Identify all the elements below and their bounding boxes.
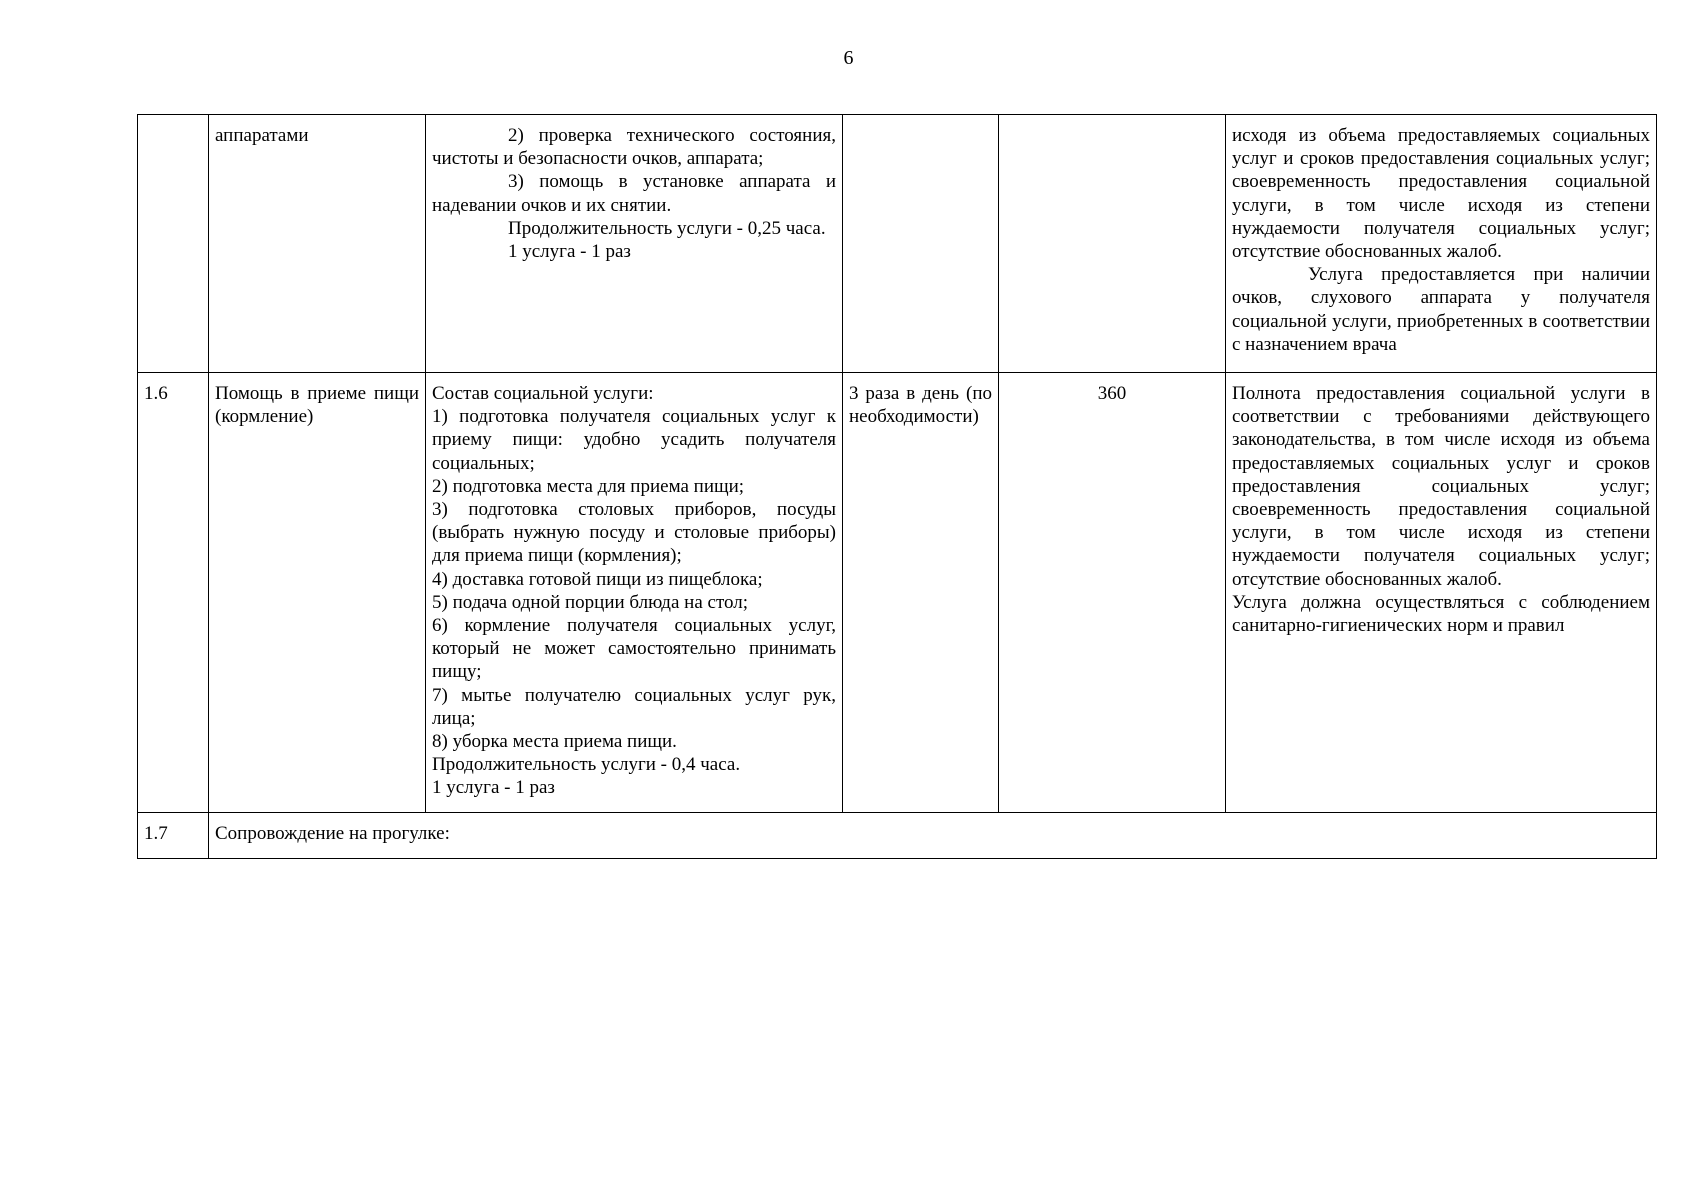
quality-paragraph: Услуга предоставляется при наличии очков, слухового аппарата у получателя социальной услуги, приобретенных в соответствии с назначением врача <box>1232 264 1650 355</box>
quality-paragraph: Полнота предоставления социальной услуги в соответствии с требованиями действующего законодательства, в том числе исходя из объема предоставляемых социальных услуг и сроков предоставления социальных услуг; своевременность предоставления социальной услуги, в том числе исходя из степени нуждаемости получателя социальных услуг; отсутствие обоснованных жалоб. <box>1232 383 1650 590</box>
cell-price <box>999 115 1226 373</box>
description-line: 2) проверка технического состояния, чистоты и безопасности очков, аппарата; <box>432 125 836 170</box>
cell-service-description <box>426 373 843 813</box>
description-line: 4) доставка готовой пищи из пищеблока; <box>432 568 763 590</box>
cell-service-name: Сопровождение на прогулке: <box>209 813 1657 859</box>
cell-frequency: 3 раза в день (по необходимости) <box>843 373 999 813</box>
cell-service-name: Помощь в приеме пищи (кормление) <box>209 373 426 813</box>
cell-service-description <box>426 115 843 373</box>
table-row <box>138 373 1657 813</box>
description-line: 1 услуга - 1 раз <box>508 241 631 263</box>
quality-paragraph: исходя из объема предоставляемых социальных услуг и сроков предоставления социальных услуг; своевременность предоставления социальной услуги, в том числе исходя из степени нуждаемости получателя социальных услуг; отсутствие обоснованных жалоб. <box>1232 125 1650 263</box>
quality-paragraph: Услуга должна осуществляться с соблюдением санитарно-гигиенических норм и правил <box>1232 591 1650 637</box>
table-row <box>138 813 1657 859</box>
description-line: 1) подготовка получателя социальных услуг к приему пищи: удобно усадить получателя социальных; <box>432 406 836 474</box>
description-line: 2) подготовка места для приема пищи; <box>432 475 745 497</box>
page-number: 6 <box>843 47 854 69</box>
description-line: Продолжительность услуги - 0,4 часа. <box>432 754 741 776</box>
description-line: 1 услуга - 1 раз <box>432 777 555 799</box>
cell-number <box>138 115 209 373</box>
description-line: 8) уборка места приема пищи. <box>432 731 677 753</box>
cell-frequency <box>843 115 999 373</box>
description-line: 3) подготовка столовых приборов, посуды (выбрать нужную посуду и столовые приборы) для приема пищи (кормления); <box>432 499 836 567</box>
description-line: Состав социальной услуги: <box>432 383 654 404</box>
cell-service-name: аппаратами <box>209 115 426 373</box>
description-line: Продолжительность услуги - 0,25 часа. <box>508 217 826 239</box>
cell-quality-criteria <box>1226 373 1657 813</box>
description-line: 5) подача одной порции блюда на стол; <box>432 591 749 613</box>
description-line: 6) кормление получателя социальных услуг, который не может самостоятельно принимать пищу; <box>432 615 836 683</box>
cell-number: 1.7 <box>138 813 209 859</box>
cell-number: 1.6 <box>138 373 209 813</box>
cell-price: 360 <box>999 373 1226 813</box>
table-row <box>138 115 1657 373</box>
description-line: 7) мытье получателю социальных услуг рук, лица; <box>432 684 836 729</box>
description-line: 3) помощь в установке аппарата и надевании очков и их снятии. <box>432 171 836 216</box>
cell-quality-criteria <box>1226 115 1657 373</box>
services-table <box>137 114 1657 859</box>
